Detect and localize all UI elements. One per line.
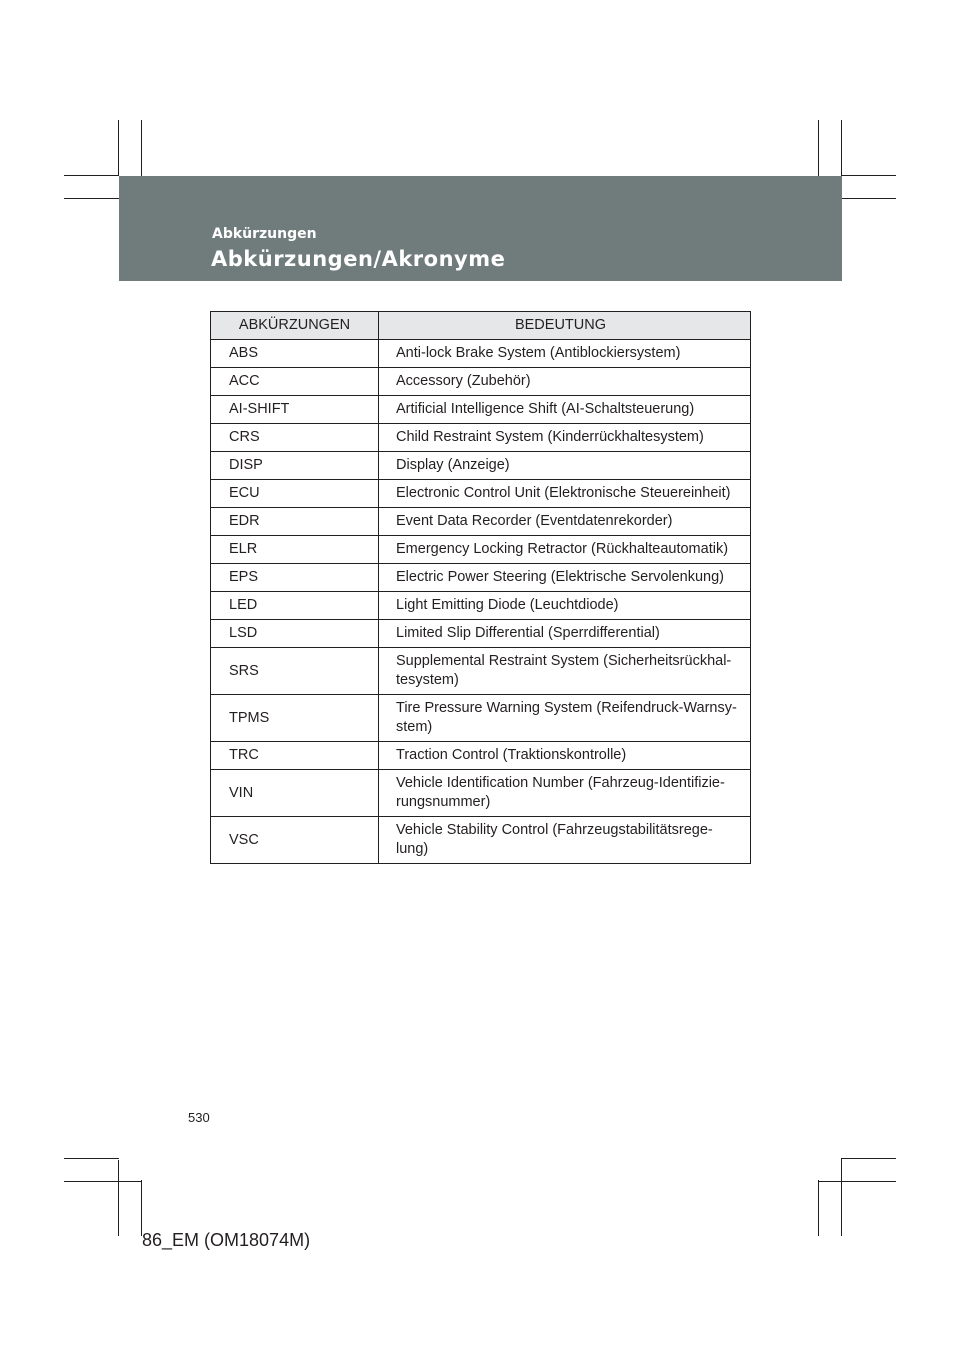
column-header-meaning: BEDEUTUNG xyxy=(379,312,751,340)
meaning-cell: Traction Control (Traktionskontrolle) xyxy=(379,742,751,770)
abbreviation-cell: VSC xyxy=(211,817,379,864)
meaning-cell: Emergency Locking Retractor (Rückhalteautomatik) xyxy=(379,536,751,564)
document-code: 86_EM (OM18074M) xyxy=(142,1230,311,1250)
meaning-cell: Vehicle Stability Control (Fahrzeugstabilitätsrege-lung) xyxy=(379,817,751,864)
crop-mark xyxy=(118,120,119,176)
crop-mark xyxy=(841,1158,896,1159)
meaning-cell: Supplemental Restraint System (Sicherheitsrückhal-tesystem) xyxy=(379,648,751,695)
section-header-banner xyxy=(119,176,842,281)
meaning-cell: Limited Slip Differential (Sperrdifferential) xyxy=(379,620,751,648)
table-row xyxy=(211,368,751,396)
meaning-cell: Tire Pressure Warning System (Reifendruck-Warnsy-stem) xyxy=(379,695,751,742)
abbreviation-cell: DISP xyxy=(211,452,379,480)
crop-mark xyxy=(141,1180,142,1236)
abbreviation-cell: ELR xyxy=(211,536,379,564)
abbreviation-cell: TRC xyxy=(211,742,379,770)
abbreviation-cell: CRS xyxy=(211,424,379,452)
table-row xyxy=(211,508,751,536)
column-header-abbreviation: ABKÜRZUNGEN xyxy=(211,312,379,340)
meaning-cell: Accessory (Zubehör) xyxy=(379,368,751,396)
crop-mark xyxy=(818,1180,819,1236)
crop-mark xyxy=(118,1160,119,1236)
table-row xyxy=(211,424,751,452)
crop-mark xyxy=(141,120,142,176)
meaning-cell: Electric Power Steering (Elektrische Servolenkung) xyxy=(379,564,751,592)
crop-mark xyxy=(841,120,842,176)
abbreviation-cell: EDR xyxy=(211,508,379,536)
table-row xyxy=(211,648,751,695)
meaning-cell: Artificial Intelligence Shift (AI-Schaltsteuerung) xyxy=(379,396,751,424)
crop-mark xyxy=(818,120,819,176)
table-row xyxy=(211,396,751,424)
table-header-row xyxy=(211,312,751,340)
page-number: 530 xyxy=(188,1110,210,1125)
table-row xyxy=(211,770,751,817)
crop-mark xyxy=(841,1158,842,1236)
meaning-cell: Light Emitting Diode (Leuchtdiode) xyxy=(379,592,751,620)
abbreviation-cell: SRS xyxy=(211,648,379,695)
abbreviation-cell: AI-SHIFT xyxy=(211,396,379,424)
crop-mark xyxy=(842,175,896,176)
abbreviation-cell: LSD xyxy=(211,620,379,648)
table-row xyxy=(211,742,751,770)
abbreviation-cell: ECU xyxy=(211,480,379,508)
table-row xyxy=(211,536,751,564)
abbreviations-table xyxy=(210,311,751,864)
crop-mark xyxy=(64,1158,119,1159)
table-row xyxy=(211,340,751,368)
abbreviation-cell: ABS xyxy=(211,340,379,368)
meaning-cell: Vehicle Identification Number (Fahrzeug-Identifizie-rungsnummer) xyxy=(379,770,751,817)
abbreviation-cell: EPS xyxy=(211,564,379,592)
crop-mark xyxy=(64,1181,142,1182)
meaning-cell: Electronic Control Unit (Elektronische Steuereinheit) xyxy=(379,480,751,508)
table-row xyxy=(211,564,751,592)
meaning-cell: Anti-lock Brake System (Antiblockiersystem) xyxy=(379,340,751,368)
crop-mark xyxy=(818,1181,896,1182)
crop-mark xyxy=(64,175,119,176)
crop-mark xyxy=(64,198,119,199)
crop-mark xyxy=(842,198,896,199)
table-row xyxy=(211,695,751,742)
abbreviation-cell: VIN xyxy=(211,770,379,817)
meaning-cell: Display (Anzeige) xyxy=(379,452,751,480)
meaning-cell: Event Data Recorder (Eventdatenrekorder) xyxy=(379,508,751,536)
table-row xyxy=(211,452,751,480)
table-row xyxy=(211,592,751,620)
page-title: Abkürzungen/Akronyme xyxy=(211,247,506,271)
meaning-cell: Child Restraint System (Kinderrückhaltesystem) xyxy=(379,424,751,452)
table-row xyxy=(211,480,751,508)
abbreviation-cell: ACC xyxy=(211,368,379,396)
abbreviation-cell: LED xyxy=(211,592,379,620)
section-label: Abkürzungen xyxy=(212,226,317,242)
table-row xyxy=(211,620,751,648)
abbreviation-cell: TPMS xyxy=(211,695,379,742)
table-row xyxy=(211,817,751,864)
